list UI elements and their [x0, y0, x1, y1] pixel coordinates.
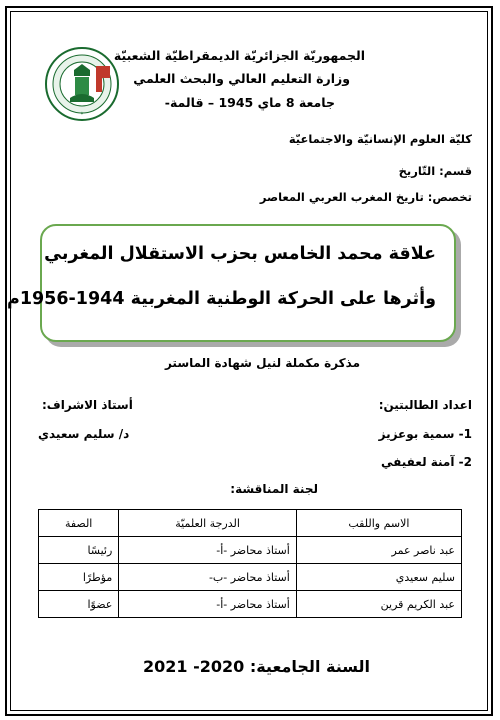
supervisor-label: أستاذ الاشراف:	[42, 398, 133, 412]
member-role: رئيسًا	[39, 537, 119, 564]
ministry-title: وزارة التعليم العالي والبحث العلمي	[133, 71, 350, 86]
student-1: 1- سمية بوعزيز	[378, 427, 472, 441]
table-header-row	[39, 510, 462, 537]
member-name: عبد ناصر عمر	[296, 537, 461, 564]
column-header-role: الصفة	[39, 510, 119, 537]
member-name: عبد الكريم قرين	[296, 591, 461, 618]
member-role: مؤطرًا	[39, 564, 119, 591]
department-label: قسم: التّاريخ	[398, 164, 472, 178]
thesis-title-line-2: وأثرها على الحركة الوطنية المغربية 1944-1956م	[6, 289, 436, 309]
table-row	[39, 564, 462, 591]
thesis-title-line-1: علاقة محمد الخامس بحزب الاستقلال المغربي	[44, 244, 436, 264]
thesis-subtitle: مذكرة مكملة لنيل شهادة الماستر	[164, 356, 360, 370]
member-name: سليم سعيدي	[296, 564, 461, 591]
committee-heading: لجنة المناقشة:	[230, 482, 318, 496]
specialty-label: تخصص: تاريخ المغرب العربي المعاصر	[259, 190, 472, 204]
students-label: اعداد الطالبتين:	[378, 398, 472, 412]
faculty-label: كليّة العلوم الإنسانيّة والاجتماعيّة	[288, 132, 472, 146]
committee-table	[38, 509, 462, 618]
column-header-degree: الدرجة العلميّة	[119, 510, 297, 537]
member-degree: أستاذ محاضر -أ-	[119, 537, 297, 564]
university-logo-icon	[44, 46, 120, 122]
member-role: عضوًا	[39, 591, 119, 618]
supervisor-name: د/ سليم سعيدي	[38, 427, 130, 441]
table-row	[39, 591, 462, 618]
university-title: جامعة 8 ماي 1945 – قالمة-	[164, 95, 335, 110]
thesis-title-box	[6, 224, 456, 342]
table-row	[39, 537, 462, 564]
student-2: 2- آمنة لعفيفي	[380, 455, 472, 469]
member-degree: أستاذ محاضر -ب-	[119, 564, 297, 591]
academic-year: السنة الجامعية: 2020- 2021	[142, 657, 370, 676]
republic-title: الجمهوريّة الجزائريّة الديمقراطيّة الشعبيّة	[113, 48, 365, 63]
svg-text:✦: ✦	[79, 111, 85, 117]
column-header-name: الاسم واللقب	[296, 510, 461, 537]
member-degree: أستاذ محاضر -أ-	[119, 591, 297, 618]
